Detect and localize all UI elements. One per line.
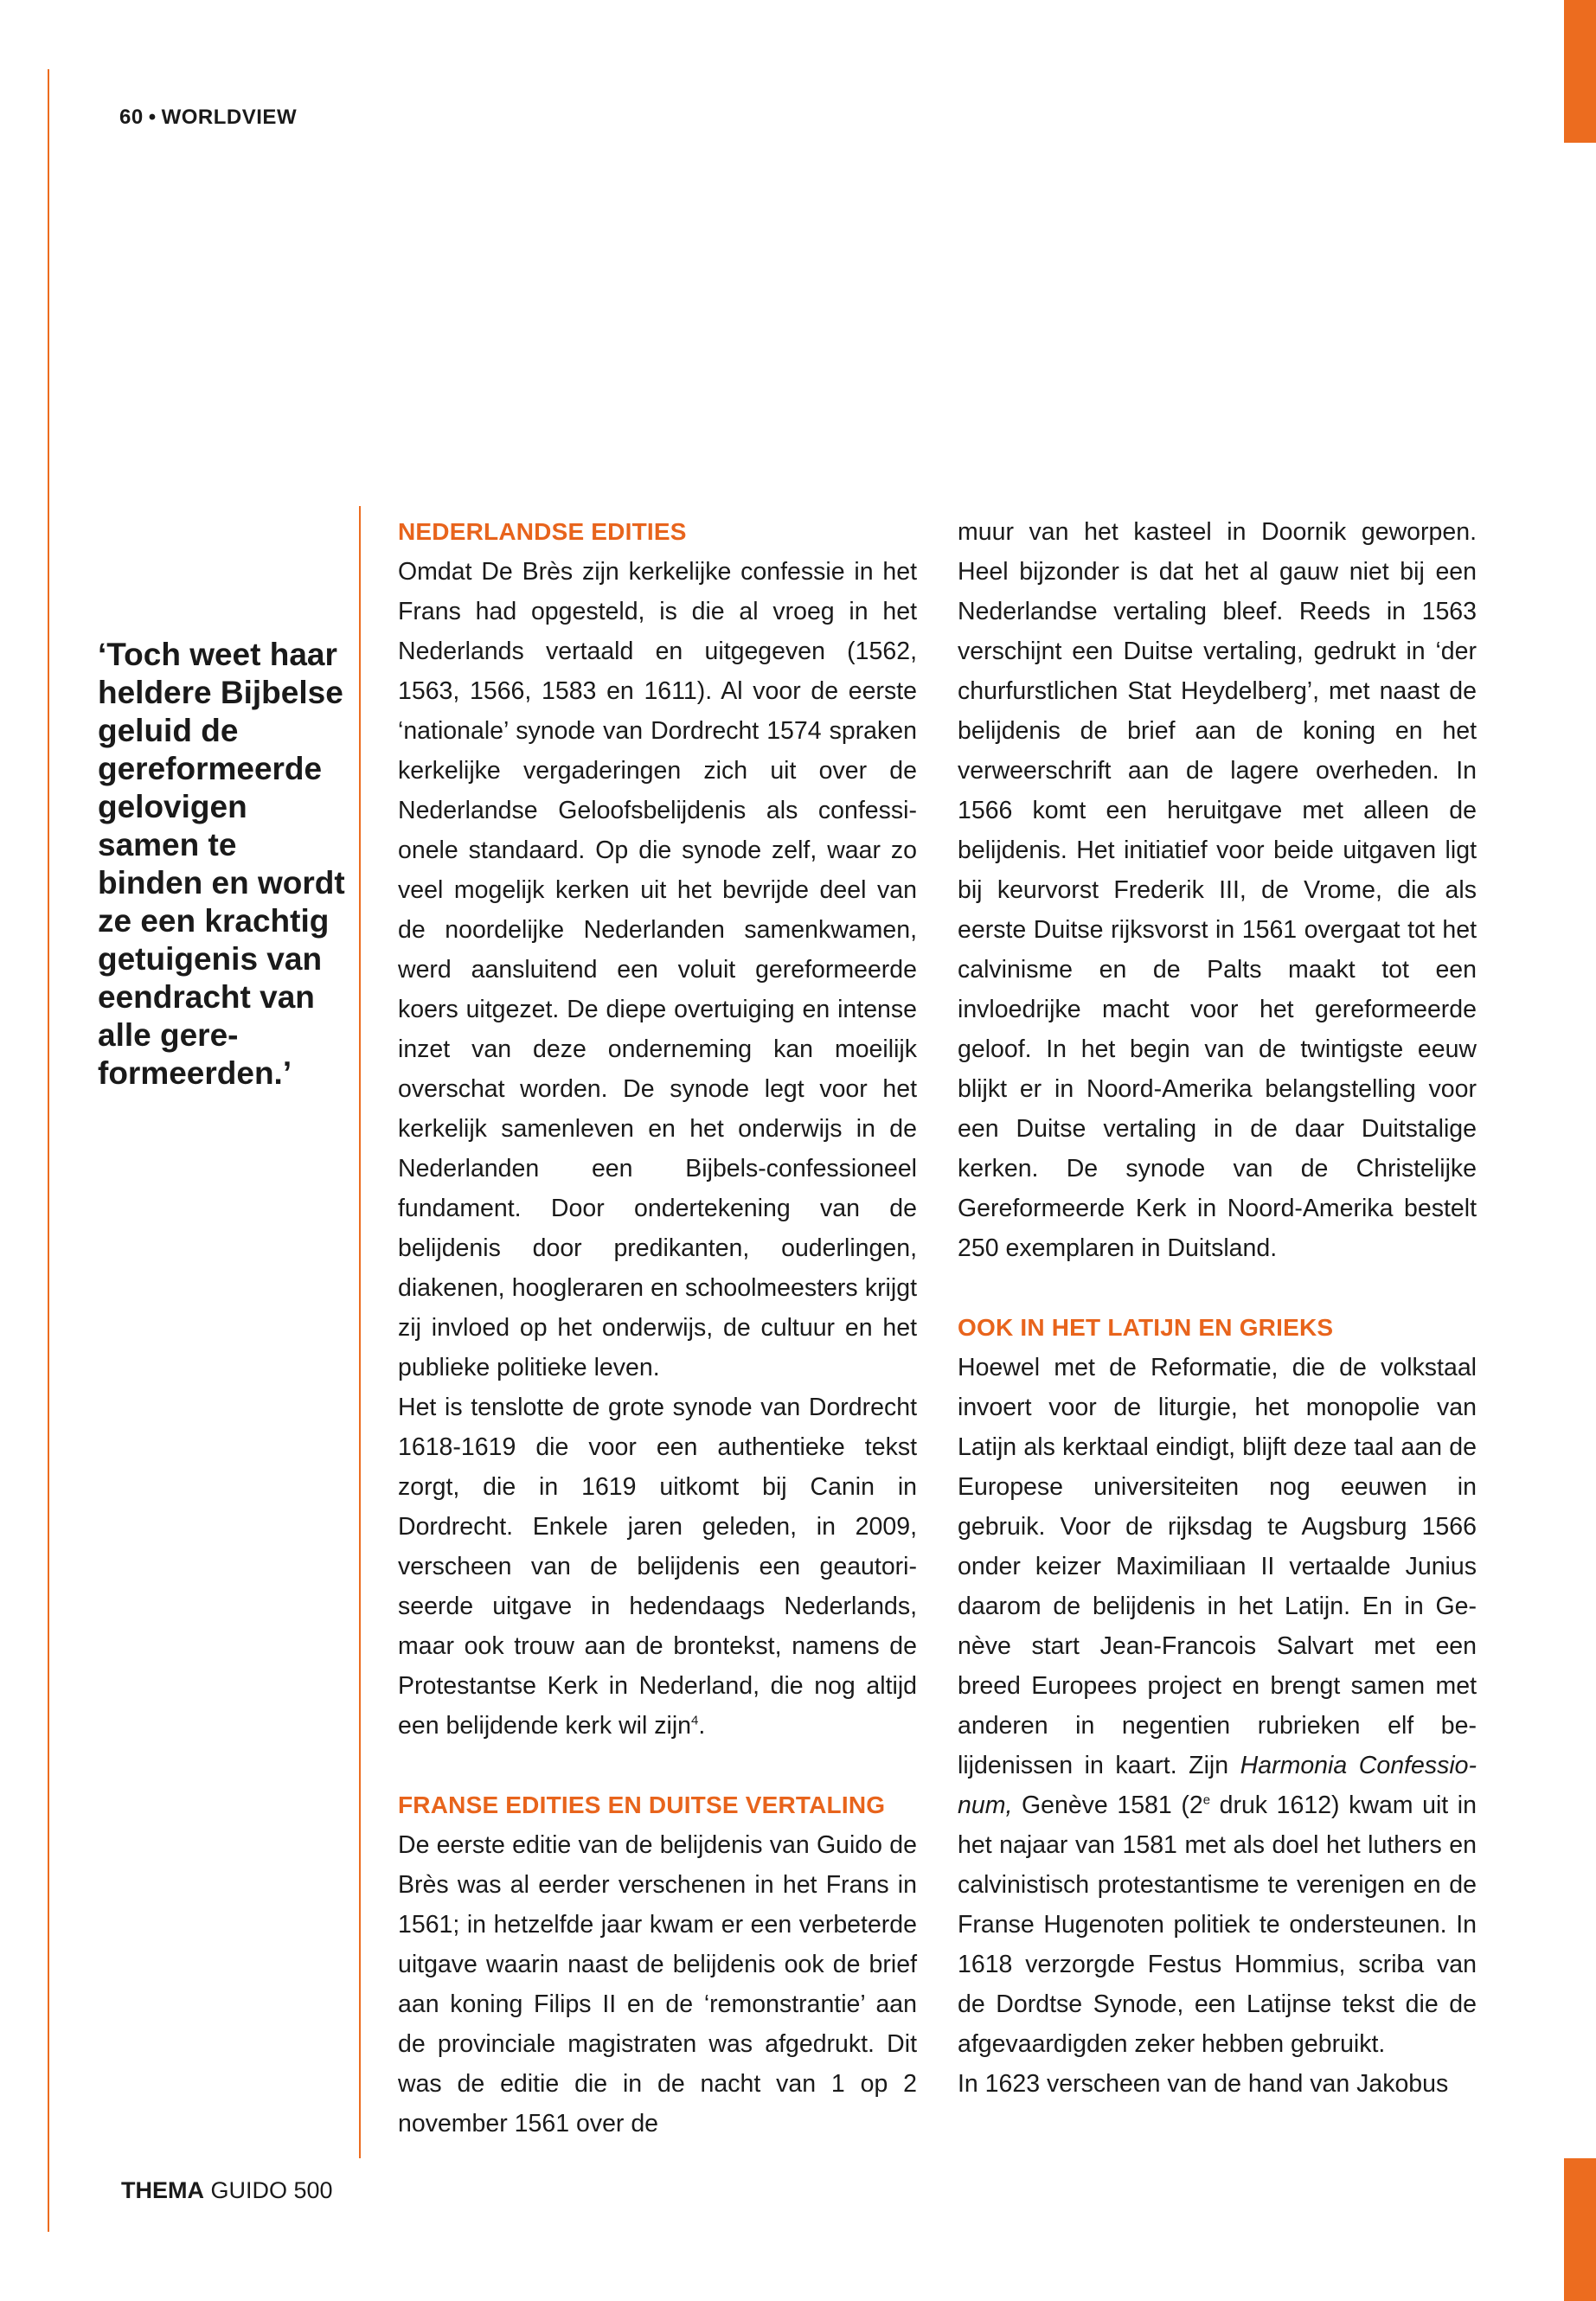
header-separator: • [148,106,157,129]
paragraph: Omdat De Brès zijn kerkelijke confessie in het Frans had opgesteld, is die al vroeg in het Nederlands vertaald en uitgegeven (1562, 1563, 1566, 1583 en 1611). Al voor de eerste ‘nationale’ synode van Dordrecht 1574 spraken kerkelijke vergaderingen zich uit over de Nederlandse Geloofsbelijdenis als confessionele standaard. Op die synode zelf, waar zo veel mogelijk kerken uit het bevrijde deel van de noordelijke Nederlanden samenkwamen, werd aansluitend een voluit gereformeerde koers uitgezet. De diepe overtuiging en intense inzet van deze onderneming kan moeilijk overschat worden. De synode legt voor het kerkelijk samenleven en het onderwijs in de Nederlanden een Bijbels-confessioneel fundament. Door ondertekening van de belijdenis door predikanten, ouderlingen, diakenen, hoogleraren en schoolmeesters krijgt zij invloed op het onderwijs, de cultuur en het publieke politieke leven. [398,558,917,1381]
edge-tab-top [1564,0,1596,143]
paragraph [398,1388,917,1746]
heading-latijn-grieks: OOK IN HET LATIJN EN GRIEKS [958,1314,1334,1341]
text-column-2 [958,512,1477,2104]
paragraph: De eerste editie van de belijdenis van Guido de Brès was al eerder verschenen in het Frans in 1561; in hetzelfde jaar kwam er een verbeterde uitgave waarin naast de belijdenis ook de brief aan koning Filips II en de ‘remonstrantie’ aan de provinciale magistraten was afgedrukt. Dit was de editie die in de nacht van 1 op 2 november 1561 over de [398,1831,917,2138]
pullquote-rule [359,506,361,2158]
section-name: WORLDVIEW [161,106,298,129]
paragraph [958,1348,1477,2064]
pull-quote: ‘Toch weet haar heldere Bijbelse geluid de gereformeerde gelovigen samen te binden en wordt ze een krachtig getuigenis van eendracht van alle gere-formeerden.’ [98,637,345,1091]
left-rule [48,69,49,2232]
paragraph: muur van het kasteel in Doornik geworpen. Heel bijzonder is dat het al gauw niet bij een Nederlandse vertaling bleef. Reeds in 1563 verschijnt een Duitse vertaling, gedrukt in ‘der churfurstlichen Stat Heydelberg’, met naast de belijdenis de brief aan de koning en het verweerschrift aan de lagere overheden. In 1566 komt een heruitgave met alleen de belijdenis. Het initiatief voor beide uitgaven ligt bij keurvorst Frederik III, de Vrome, die als eerste Duitse rijksvorst in 1561 overgaat tot het calvinisme en de Palts maakt tot een invloedrijke macht voor het gereformeerde geloof. In het begin van de twintigste eeuw blijkt er in Noord-Amerika belangstelling voor een Duitse vertaling in de daar Duitstalige kerken. De synode van de Christelijke Gereformeerde Kerk in Noord-Amerika bestelt 250 exemplaren in Duitsland. [958,518,1477,1262]
edge-tab-bottom [1564,2158,1596,2301]
paragraph-text: druk 1612) kwam uit in het najaar van 1581 met als doel het luthers en calvinistisch protestantisme te verenigen en de Franse Hugenoten politiek te ondersteunen. In 1618 verzorgde Festus Hommius, scriba van de Dordtse Synode, een Latijnse tekst die de afgevaardigden zeker hebben gebruikt. [958,1791,1477,2058]
book-title: Harmonia Confessionum, [958,1752,1477,1819]
text-column-1 [398,512,917,2144]
superscript: e [1202,1792,1211,1808]
footer-issue: GUIDO 500 [204,2177,333,2203]
paragraph-end: . [698,1712,706,1740]
heading-nederlandse-edities: NEDERLANDSE EDITIES [398,518,687,545]
paragraph-text: Genève 1581 (2 [1012,1791,1203,1819]
footnote-marker: 4 [691,1713,699,1728]
paragraph-text: Het is tenslotte de grote synode van Dordrecht 1618-1619 die voor een authentieke tekst zorgt, die in 1619 uitkomt bij Canin in Dordrecht. Enkele jaren geleden, in 2009, verscheen van de belijdenis een geautoriseerde uitgave in hedendaags Nederlands, maar ook trouw aan de brontekst, namens de Protestantse Kerk in Nederland, die nog altijd een belijdende kerk wil zijn [398,1394,917,1740]
paragraph: In 1623 verscheen van de hand van Jakobus [958,2070,1449,2098]
heading-franse-edities: FRANSE EDITIES EN DUITSE VERTALING [398,1791,886,1818]
running-head [119,106,297,130]
paragraph-text: Hoewel met de Reformatie, die de volkstaal invoert voor de liturgie, het monopolie van Latijn als kerktaal eindigt, blijft deze taal aan de Europese universiteiten nog eeuwen in gebruik. Voor de rijksdag te Augsburg 1566 onder keizer Maximiliaan II vertaalde Junius daarom de belijdenis in het Latijn. En in Genève start Jean-Francois Salvart met een breed Europees project en brengt samen met anderen in negentien rubrieken elf belijdenissen in kaart. Zijn [958,1354,1477,1779]
page-number: 60 [119,106,144,129]
footer-magazine: THEMA [121,2177,204,2203]
footer [121,2177,333,2204]
